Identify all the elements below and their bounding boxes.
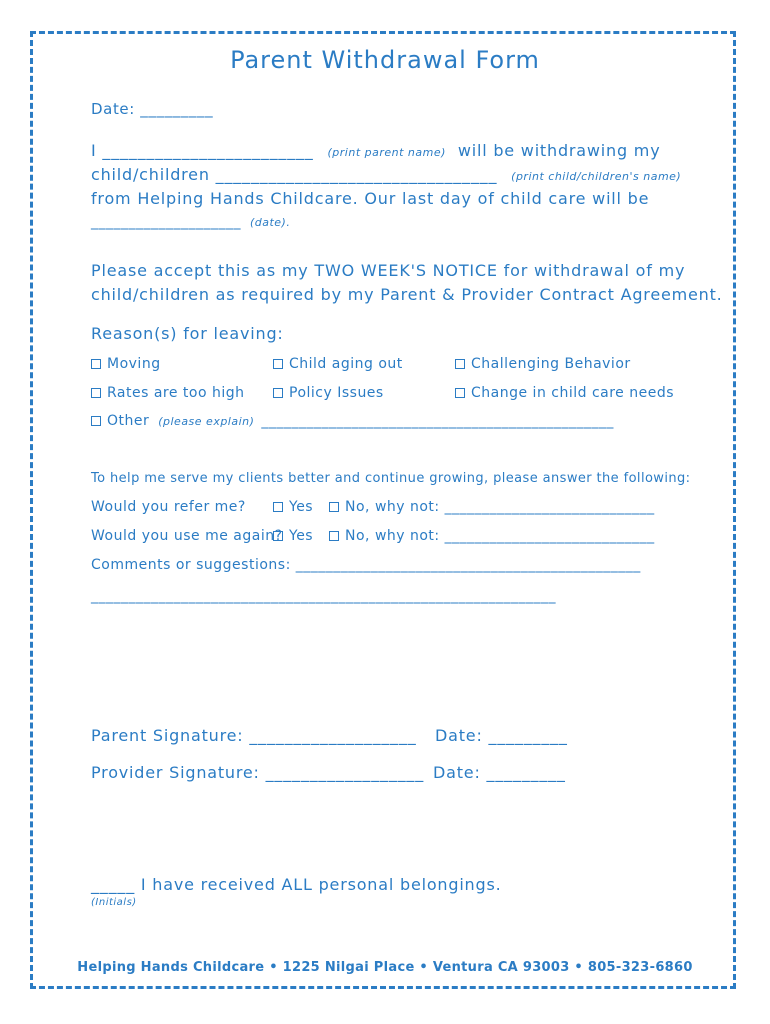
- reason-label: Child aging out: [289, 356, 403, 372]
- reason-label: Challenging Behavior: [471, 356, 631, 372]
- parent-name-line: [91, 141, 681, 160]
- reason-other[interactable]: [91, 413, 614, 429]
- checkbox-icon[interactable]: [91, 388, 101, 398]
- comments-field-line-2[interactable]: ______________________________________________________________: [91, 588, 556, 604]
- reason-label: Rates are too high: [107, 385, 245, 401]
- last-day-hint: (date).: [249, 216, 291, 229]
- again-no[interactable]: [329, 528, 655, 544]
- refer-no[interactable]: [329, 499, 655, 515]
- checkbox-icon[interactable]: [273, 531, 283, 541]
- reason-change-needs[interactable]: [455, 385, 674, 401]
- withdrawing-text: will be withdrawing my: [457, 141, 661, 160]
- reason-aging-out[interactable]: [273, 356, 403, 372]
- page-title: Parent Withdrawal Form: [230, 46, 540, 74]
- refer-yes[interactable]: [273, 499, 313, 515]
- reason-label: Moving: [107, 356, 161, 372]
- yes-label: Yes: [289, 499, 314, 515]
- parent-signature-field[interactable]: Parent Signature: ___________________: [91, 726, 417, 745]
- last-day-field[interactable]: ____________________: [91, 214, 241, 230]
- checkbox-icon[interactable]: [329, 531, 339, 541]
- footer-contact: Helping Hands Childcare • 1225 Nilgai Place • Ventura CA 93003 • 805-323-6860: [77, 960, 693, 975]
- child-name-field[interactable]: child/children ________________________________: [91, 165, 498, 184]
- checkbox-icon[interactable]: [329, 502, 339, 512]
- no-why-field[interactable]: No, why not: ____________________________: [345, 499, 655, 515]
- provider-signature-field[interactable]: Provider Signature: __________________: [91, 763, 425, 782]
- again-question: Would you use me again?: [91, 528, 283, 544]
- survey-intro: To help me serve my clients better and continue growing, please answer the following:: [91, 471, 691, 486]
- refer-question: Would you refer me?: [91, 499, 246, 515]
- yes-label: Yes: [289, 528, 314, 544]
- reason-rates[interactable]: [91, 385, 245, 401]
- reason-label: Other: [107, 413, 150, 429]
- other-hint: (please explain): [158, 415, 255, 428]
- checkbox-icon[interactable]: [273, 388, 283, 398]
- date-field[interactable]: Date: _________: [91, 100, 214, 118]
- no-why-field[interactable]: No, why not: ____________________________: [345, 528, 655, 544]
- last-day-text: from Helping Hands Childcare. Our last day of child care will be: [91, 189, 650, 208]
- checkbox-icon[interactable]: [91, 359, 101, 369]
- comments-field[interactable]: Comments or suggestions: ______________________________________________: [91, 557, 641, 573]
- initials-hint: (Initials): [91, 897, 137, 908]
- reason-label: Policy Issues: [289, 385, 384, 401]
- provider-signature-date[interactable]: Date: _________: [433, 763, 566, 782]
- checkbox-icon[interactable]: [273, 359, 283, 369]
- child-name-line: [91, 165, 681, 184]
- other-explain-field[interactable]: _______________________________________________: [261, 413, 614, 429]
- reason-label: Change in child care needs: [471, 385, 675, 401]
- reasons-heading: Reason(s) for leaving:: [91, 324, 284, 343]
- checkbox-icon[interactable]: [273, 502, 283, 512]
- belongings-initials-field[interactable]: _____ I have received ALL personal belongings.: [91, 875, 502, 894]
- reason-policy[interactable]: [273, 385, 384, 401]
- reason-challenging[interactable]: [455, 356, 631, 372]
- notice-line-1: Please accept this as my TWO WEEK'S NOTICE for withdrawal of my: [91, 261, 686, 280]
- checkbox-icon[interactable]: [91, 416, 101, 426]
- checkbox-icon[interactable]: [455, 359, 465, 369]
- parent-name-field[interactable]: I ________________________: [91, 141, 314, 160]
- parent-name-hint: (print parent name): [327, 146, 446, 159]
- child-name-hint: (print child/children's name): [511, 170, 682, 183]
- again-yes[interactable]: [273, 528, 313, 544]
- last-day-line: [91, 214, 290, 230]
- reason-moving[interactable]: [91, 356, 161, 372]
- parent-signature-date[interactable]: Date: _________: [435, 726, 568, 745]
- notice-line-2: child/children as required by my Parent & Provider Contract Agreement.: [91, 285, 723, 304]
- checkbox-icon[interactable]: [455, 388, 465, 398]
